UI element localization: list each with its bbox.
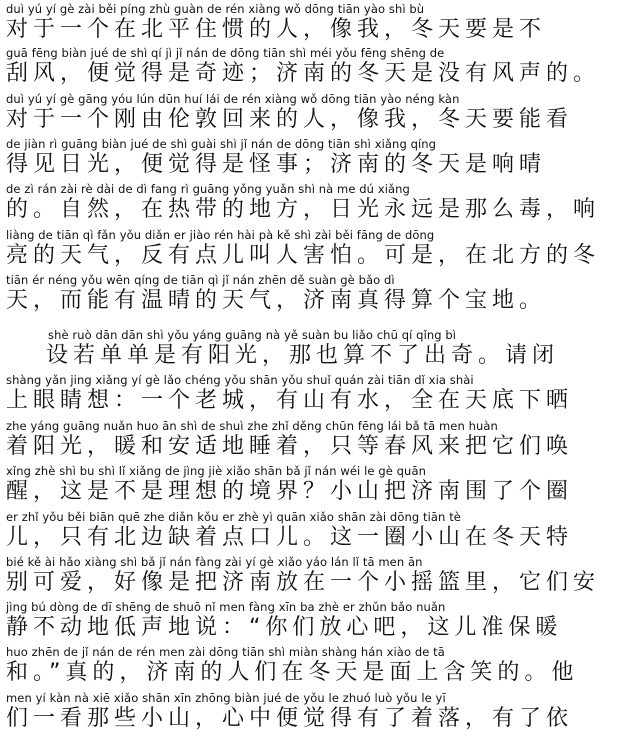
hanzi-line: 儿，只有北边缺着点口儿。这一圈小山在冬天特 [6, 525, 574, 550]
hanzi-line: 着阳光，暖和安适地睡着，只等春风来把它们唤 [6, 434, 574, 459]
text-line [0, 417, 622, 461]
text-line [0, 180, 622, 224]
pinyin-line: guā fēng biàn jué de shì qí jì jǐ nán de dōng tiān shì méi yǒu fēng shēng de [6, 46, 445, 60]
hanzi-line: 静不动地低声地说：“你们放心吧，这儿准保暖 [6, 615, 563, 640]
pinyin-line: liàng de tiān qì fǎn yǒu diǎn er jiào rén hài pà kě shì zài běi fāng de dōng [6, 228, 435, 242]
hanzi-line: 醒，这是不是理想的境界？小山把济南围了个圈 [6, 479, 574, 504]
text-line [0, 271, 622, 315]
pinyin-line: jìng bú dòng de dī shēng de shuō nǐ men fàng xīn ba zhè er zhǔn bǎo nuǎn [6, 600, 446, 614]
text-line [0, 371, 622, 415]
pinyin-line: duì yú yí gè gāng yóu lún dūn huí lái de rén xiàng wǒ dōng tiān yào néng kàn [6, 92, 460, 106]
hanzi-line: 刮风，便觉得是奇迹；济南的冬天是没有风声的。 [6, 61, 601, 86]
hanzi-line: 得见日光，便觉得是怪事；济南的冬天是响晴 [6, 152, 547, 177]
pinyin-line: shàng yǎn jing xiǎng yí gè lǎo chéng yǒu shān yǒu shuǐ quán zài tiān dǐ xia shài [6, 373, 474, 387]
text-line [0, 643, 622, 687]
pinyin-line: shè ruò dān dān shì yǒu yáng guāng nà yě suàn bu liǎo chū qí qǐng bì [48, 328, 457, 342]
hanzi-line: 天，而能有温晴的天气，济南真得算个宝地。 [6, 288, 547, 313]
text-line [0, 508, 622, 552]
pinyin-line: men yí kàn nà xiē xiǎo shān xīn zhōng biàn jué de yǒu le zhuó luò yǒu le yī [6, 691, 446, 705]
hanzi-line: 的。自然，在热带的地方，日光永远是那么毒，响 [6, 197, 601, 222]
pinyin-line: de zì rán zài rè dài de dì fang rì guāng yǒng yuǎn shì nà me dú xiǎng [6, 182, 410, 196]
text-line [0, 689, 622, 733]
pinyin-line: de jiàn rì guāng biàn jué de shì guài shì jǐ nán de dōng tiān shì xiǎng qíng [6, 137, 437, 151]
pinyin-line: bié kě ài hǎo xiàng shì bǎ jǐ nán fàng zài yí gè xiǎo yáo lán lǐ tā men ān [6, 555, 423, 569]
text-line [0, 90, 622, 134]
text-line [0, 44, 622, 88]
pinyin-line: tiān ér néng yǒu wēn qíng de tiān qì jǐ nán zhēn dě suàn gè bǎo dì [6, 273, 395, 287]
hanzi-line: 上眼睛想：一个老城，有山有水，全在天底下晒 [6, 388, 574, 413]
pinyin-line: zhe yáng guāng nuǎn huo ān shì de shuì zhe zhǐ děng chūn fēng lái bǎ tā men huàn [6, 419, 498, 433]
text-line [0, 598, 622, 642]
text-line-indented [0, 326, 622, 370]
text-line [0, 553, 622, 597]
pinyin-line: duì yú yí gè zài běi píng zhù guàn de rén xiàng wǒ dōng tiān yào shì bù [6, 2, 425, 16]
hanzi-line: 对于一个在北平住惯的人，像我，冬天要是不 [6, 17, 547, 42]
text-line [0, 226, 622, 270]
text-line [0, 462, 622, 506]
text-line [0, 0, 622, 44]
hanzi-line: 对于一个刚由伦敦回来的人，像我，冬天要能看 [6, 107, 574, 132]
hanzi-line: 设若单单是有阳光，那也算不了出奇。请闭 [46, 343, 560, 368]
pinyin-line: huo zhēn de jǐ nán de rén men zài dōng tiān shì miàn shàng hán xiào de tā [6, 645, 445, 659]
hanzi-line: 和。”真的，济南的人们在冬天是面上含笑的。他 [6, 660, 579, 685]
text-line [0, 135, 622, 179]
pinyin-line: xǐng zhè shì bu shì lǐ xiǎng de jìng jiè xiǎo shān bǎ jǐ nán wéi le gè quān [6, 464, 426, 478]
hanzi-line: 亮的天气，反有点儿叫人害怕。可是，在北方的冬 [6, 243, 601, 268]
hanzi-line: 别可爱，好像是把济南放在一个小摇篮里，它们安 [6, 570, 601, 595]
pinyin-line: er zhǐ yǒu běi biān quē zhe diǎn kǒu er zhè yì quān xiǎo shān zài dōng tiān tè [6, 510, 461, 524]
hanzi-line: 们一看那些小山，心中便觉得有了着落，有了依 [6, 706, 574, 731]
